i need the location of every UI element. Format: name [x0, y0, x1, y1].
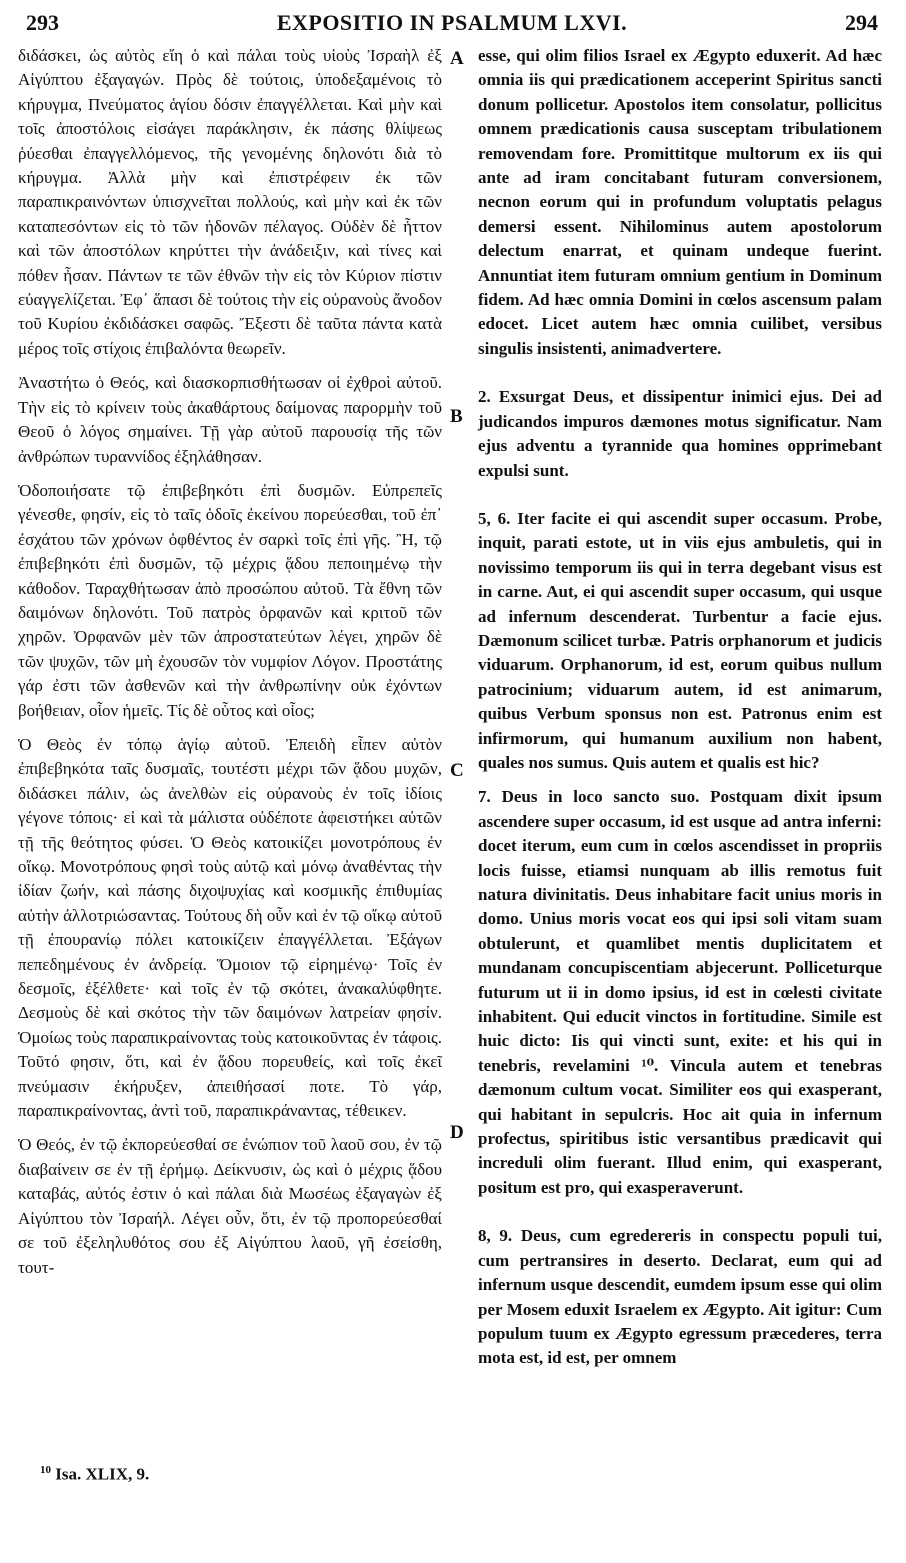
running-title: EXPOSITIO IN PSALMUM LXVI.	[276, 10, 628, 35]
greek-paragraph: Ἀναστήτω ὁ Θεός, καὶ διασκορπισθήτωσαν οἱ ἐχθροὶ αὐτοῦ. Τὴν εἰς τὸ κρίνειν τοὺς ἀκαθάρτους δαίμονας παρορμὴν τοῦ Θεοῦ ὁ λόγος σημαίνει. Τῇ γὰρ αὐτοῦ παρουσίᾳ τῆς τῶν ἀνθρώπων τυραννίδος ἐξηλάθησαν.	[18, 373, 442, 466]
footnote-text: Isa. XLIX, 9.	[55, 1464, 150, 1484]
latin-paragraph: 2. Exsurgat Deus, et dissipentur inimici ejus. Dei ad judicandos impuros dæmones motus significatur. Nam ejus adventu a tyrannide qua homines opprimebant expulsi sunt.	[478, 387, 882, 480]
greek-paragraph: Ὁ Θεὸς ἐν τόπῳ ἁγίῳ αὐτοῦ. Ἐπειδὴ εἶπεν αὐτὸν ἐπιβεβηκότα ταῖς δυσμαῖς, τουτέστι μέχρι τῶν ᾅδου μυχῶν, διδάσκει πάλιν, ὡς ἀνελθὼν εἰς οὐρανοὺς ἐν τοῖς ἰδίοις γέγονε τόποις· εἰ καὶ τὰ μάλιστα οὐδέποτε ἀφειστήκει αὐτῶν τῇ τῆς θεότητος φύσει. Ὁ Θεὸς κατοικίζει μονοτρόπους ἐν οἴκῳ. Μονοτρόπους φησὶ τοὺς αὐτῷ καὶ μόνῳ ἀναθέντας τὴν ἰδίαν ζωήν, καὶ πάσης διχοψυχίας καὶ κοσμικῆς ἐπιθυμίας αὐτὴν ἀλλοτριώσαντας. Τούτους δὴ οὖν καὶ ἐν τῷ οἴκῳ αὐτοῦ τῇ ἐπουρανίῳ πόλει κατοικίζειν ἐπαγγέλλεται. Ἐξάγων πεπεδημένους ἐν ἀνδρείᾳ. Ὅμοιον τῷ εἰρημένῳ· Τοῖς ἐν δεσμοῖς, ἐξέλθετε· καὶ τοῖς ἐν τῷ σκότει, ἀνακαλύφθητε. Δεσμοὺς δὲ καὶ σκότος τὴν τῶν δαιμόνων λατρείαν φησίν. Ὁμοίως τοὺς παραπικραίνοντας τοὺς κατοικοῦντας ἐν τάφοις. Τοῦτό φησιν, ὅτι, καὶ ἐν ᾅδου πορευθείς, καὶ τοῖς ἐκεῖ πνεύμασιν ἐκήρυξεν, ἀπειθήσασί ποτε. Τὸ γάρ, παραπικραίνοντας, ἀντὶ τοῦ, παραπικράναντας, τέθεικεν.	[18, 734, 442, 1121]
running-header	[26, 10, 878, 40]
latin-paragraph: 8, 9. Deus, cum egredereris in conspectu populi tui, cum pertransires in deserto. Declarat, eum qui ad infernum usque descendit, eumdem ipsum esse qui olim per Mosem eduxit Israelem ex Ægypto. Ait igitur: Cum populum tuum ex Ægypto egressum præcederes, terra mota est, id est, per omnem	[478, 1226, 882, 1368]
latin-column	[478, 44, 882, 1371]
footnote	[40, 1464, 149, 1485]
latin-paragraph: 5, 6. Iter facite ei qui ascendit super occasum. Probe, inquit, parati estote, ut in viis ejus ambuletis, qui in novissimo temporum iis qui in terra degebant visus est in carne. Aut, ei qui ascendit super occasum, qui usque ad infernum descenderat. Turbentur a facie ejus. Dæmonum scilicet turbæ. Patris orphanorum et judicis viduarum. Orphanorum, id est, eorum quibus nullum patrocinium; viduarum autem, id est animarum, quibus Verbum sponsus non est. Patronus enim est infirmorum, qui humanum auxilium non habent, quales nos sumus. Quis autem et qualis est hic?	[478, 508, 882, 772]
margin-letter-d: D	[450, 1122, 464, 1143]
margin-letter-b: B	[450, 406, 463, 427]
greek-column	[18, 44, 442, 1280]
greek-paragraph: Ὁδοποιήσατε τῷ ἐπιβεβηκότι ἐπὶ δυσμῶν. Εὐπρεπεῖς γένεσθε, φησίν, εἰς τὸ ταῖς ὁδοῖς ἐκείνου πορεύεσθαι, τοῦ ἐπ᾽ ἐσχάτου τῶν χρόνων ὀφθέντος ἐν σαρκὶ τοῖς ἐπὶ γῆς. Ἢ, τῷ ἐπιβεβηκότι ἐπὶ δυσμῶν, τῷ μέχρις ᾅδου πεποιημένῳ τὴν κάθοδον. Ταραχθήτωσαν ἀπὸ προσώπου αὐτοῦ. Τὰ ἔθνη τῶν δαιμόνων δηλονότι. Τοῦ πατρὸς ὀρφανῶν καὶ κριτοῦ τῶν χηρῶν. Ὀρφανῶν μὲν τῶν ἀπροστατεύτων λέγει, χηρῶν δὲ τῶν ψυχῶν, τῶν μὴ ἐχουσῶν τὸν νυμφίον Λόγον. Προστάτης γάρ ἐστι τῶν ἀσθενῶν καὶ τὴν ἀνθρωπίνην οὐκ ἐχόντων βοήθειαν, οἷον ἡμεῖς. Τίς δὲ οὗτος καὶ οἷος;	[18, 480, 442, 720]
greek-paragraph: διδάσκει, ὡς αὐτὸς εἴη ὁ καὶ πάλαι τοὺς υἱοὺς Ἰσραὴλ ἐξ Αἰγύπτου ἐξαγαγών. Πρὸς δὲ τούτοις, ὑποδεξαμένοις τὸ κήρυγμα, Πνεύματος ἁγίου δόσιν ἐπαγγέλλεται. Καὶ μὴν καὶ τοῖς ἀποστόλοις εἰσάγει παράκλησιν, ἐκ πάσης θλίψεως ῥύεσθαι ἐπαγγελλόμενος, τῆς γενομένης δηλονότι διὰ τὸ κήρυγμα. Ἀλλὰ μὴν καὶ ἐπιστρέφειν ἐκ τῶν παραπικραινόντων ὑπισχνεῖται πολλούς, καὶ μὴν καὶ ἐκ τῶν καταπεσόντων εἰς τὸ τῶν ἡδονῶν πέλαγος. Οὐδὲν δὲ ἧττον καὶ τῶν ἀποστόλων κηρύττει τὴν ἀνάδειξιν, καὶ τίνες καὶ πόθεν ἦσαν. Πάντων τε τῶν ἐθνῶν τὴν εἰς τὸν Κύριον πίστιν εὐαγγελίζεται. Ἐφ᾽ ἅπασι δὲ τούτοις τὴν εἰς οὐρανοὺς ἄνοδον τοῦ Κυρίου ἐκδιδάσκει σαφῶς. Ἔξεστι δὲ ταῦτα πάντα κατὰ μέρος τοῖς στίχοις ἐπιβαλόντα θεωρεῖν.	[18, 46, 442, 358]
page-number-right: 294	[845, 10, 878, 35]
greek-paragraph: Ὁ Θεός, ἐν τῷ ἐκπορεύεσθαί σε ἐνώπιον τοῦ λαοῦ σου, ἐν τῷ διαβαίνειν σε ἐν τῇ ἐρήμῳ. Δείκνυσιν, ὡς καὶ ὁ μέχρις ᾅδου καταβάς, αὐτός ἐστιν ὁ καὶ πάλαι διὰ Μωσέως ἐξαγαγὼν ἐξ Αἰγύπτου τὸν Ἰσραήλ. Λέγει οὖν, ὅτι, ἐν τῷ προπορεύεσθαί σε τοῦ ἐξεληλυθότος σου ἐξ Αἰγύπτου λαοῦ, γῆ ἐσείσθη, τουτ-	[18, 1135, 442, 1277]
margin-letter-c: C	[450, 760, 464, 781]
page-number-left: 293	[26, 10, 59, 35]
latin-paragraph: esse, qui olim filios Israel ex Ægypto eduxerit. Ad hæc omnia iis qui prædicationem acceperint Spiritus sancti donum pollicetur. Apostolos item consolatur, pollicitus omnem prædicationis causa susceptam tribulationem removendam fore. Promittitque multorum ex iis qui ante ad iram concitabant futuram conversionem, necnon eorum qui in profundum voluptatis pelagus demersi essent. Nihilominus autem apostolorum delectum enarrat, et quinam undeque fuerint. Annuntiat item futuram omnium gentium in Dominum fidem. Ad hæc omnia Domini in cœlos ascensum palam edocet. Licet autem hæc omnia cuilibet, versibus singulis insistenti, animadvertere.	[478, 46, 882, 358]
footnote-mark: 10	[40, 1464, 51, 1476]
margin-letter-a: A	[450, 48, 464, 69]
latin-paragraph: 7. Deus in loco sancto suo. Postquam dixit ipsum ascendere super occasum, id est usque ad antra inferni: docet iterum, eum cum in cœlos ascendisset in propriis locis fuisse, etiamsi nunquam ab illis remotus fuit natura divinitatis. Deus inhabitare facit unius moris in domo. Unius moris vocat eos qui ipsi soli vitam suam obtulerunt, et quamlibet mentis duplicitatem et mundanam concupiscentiam abjecerunt. Polliceturque futurum ut ii in domo ipsius, id est in cœlesti civitate inhabitent. Qui educit vinctos in fortitudine. Simile est huic dicto: Iis qui vincti sunt, exite: et his qui in tenebris, revelamini ¹⁰. Vincula autem et tenebras dæmonum cultum vocat. Similiter eos qui exasperant, qui habitant in sepulcris. Hoc ait quia in infernum profectus, spiritibus istic versantibus prædicavit qui increduli olim fuerant. Illud enim, qui exasperant, positum est pro, qui exasperaverunt.	[478, 787, 882, 1197]
